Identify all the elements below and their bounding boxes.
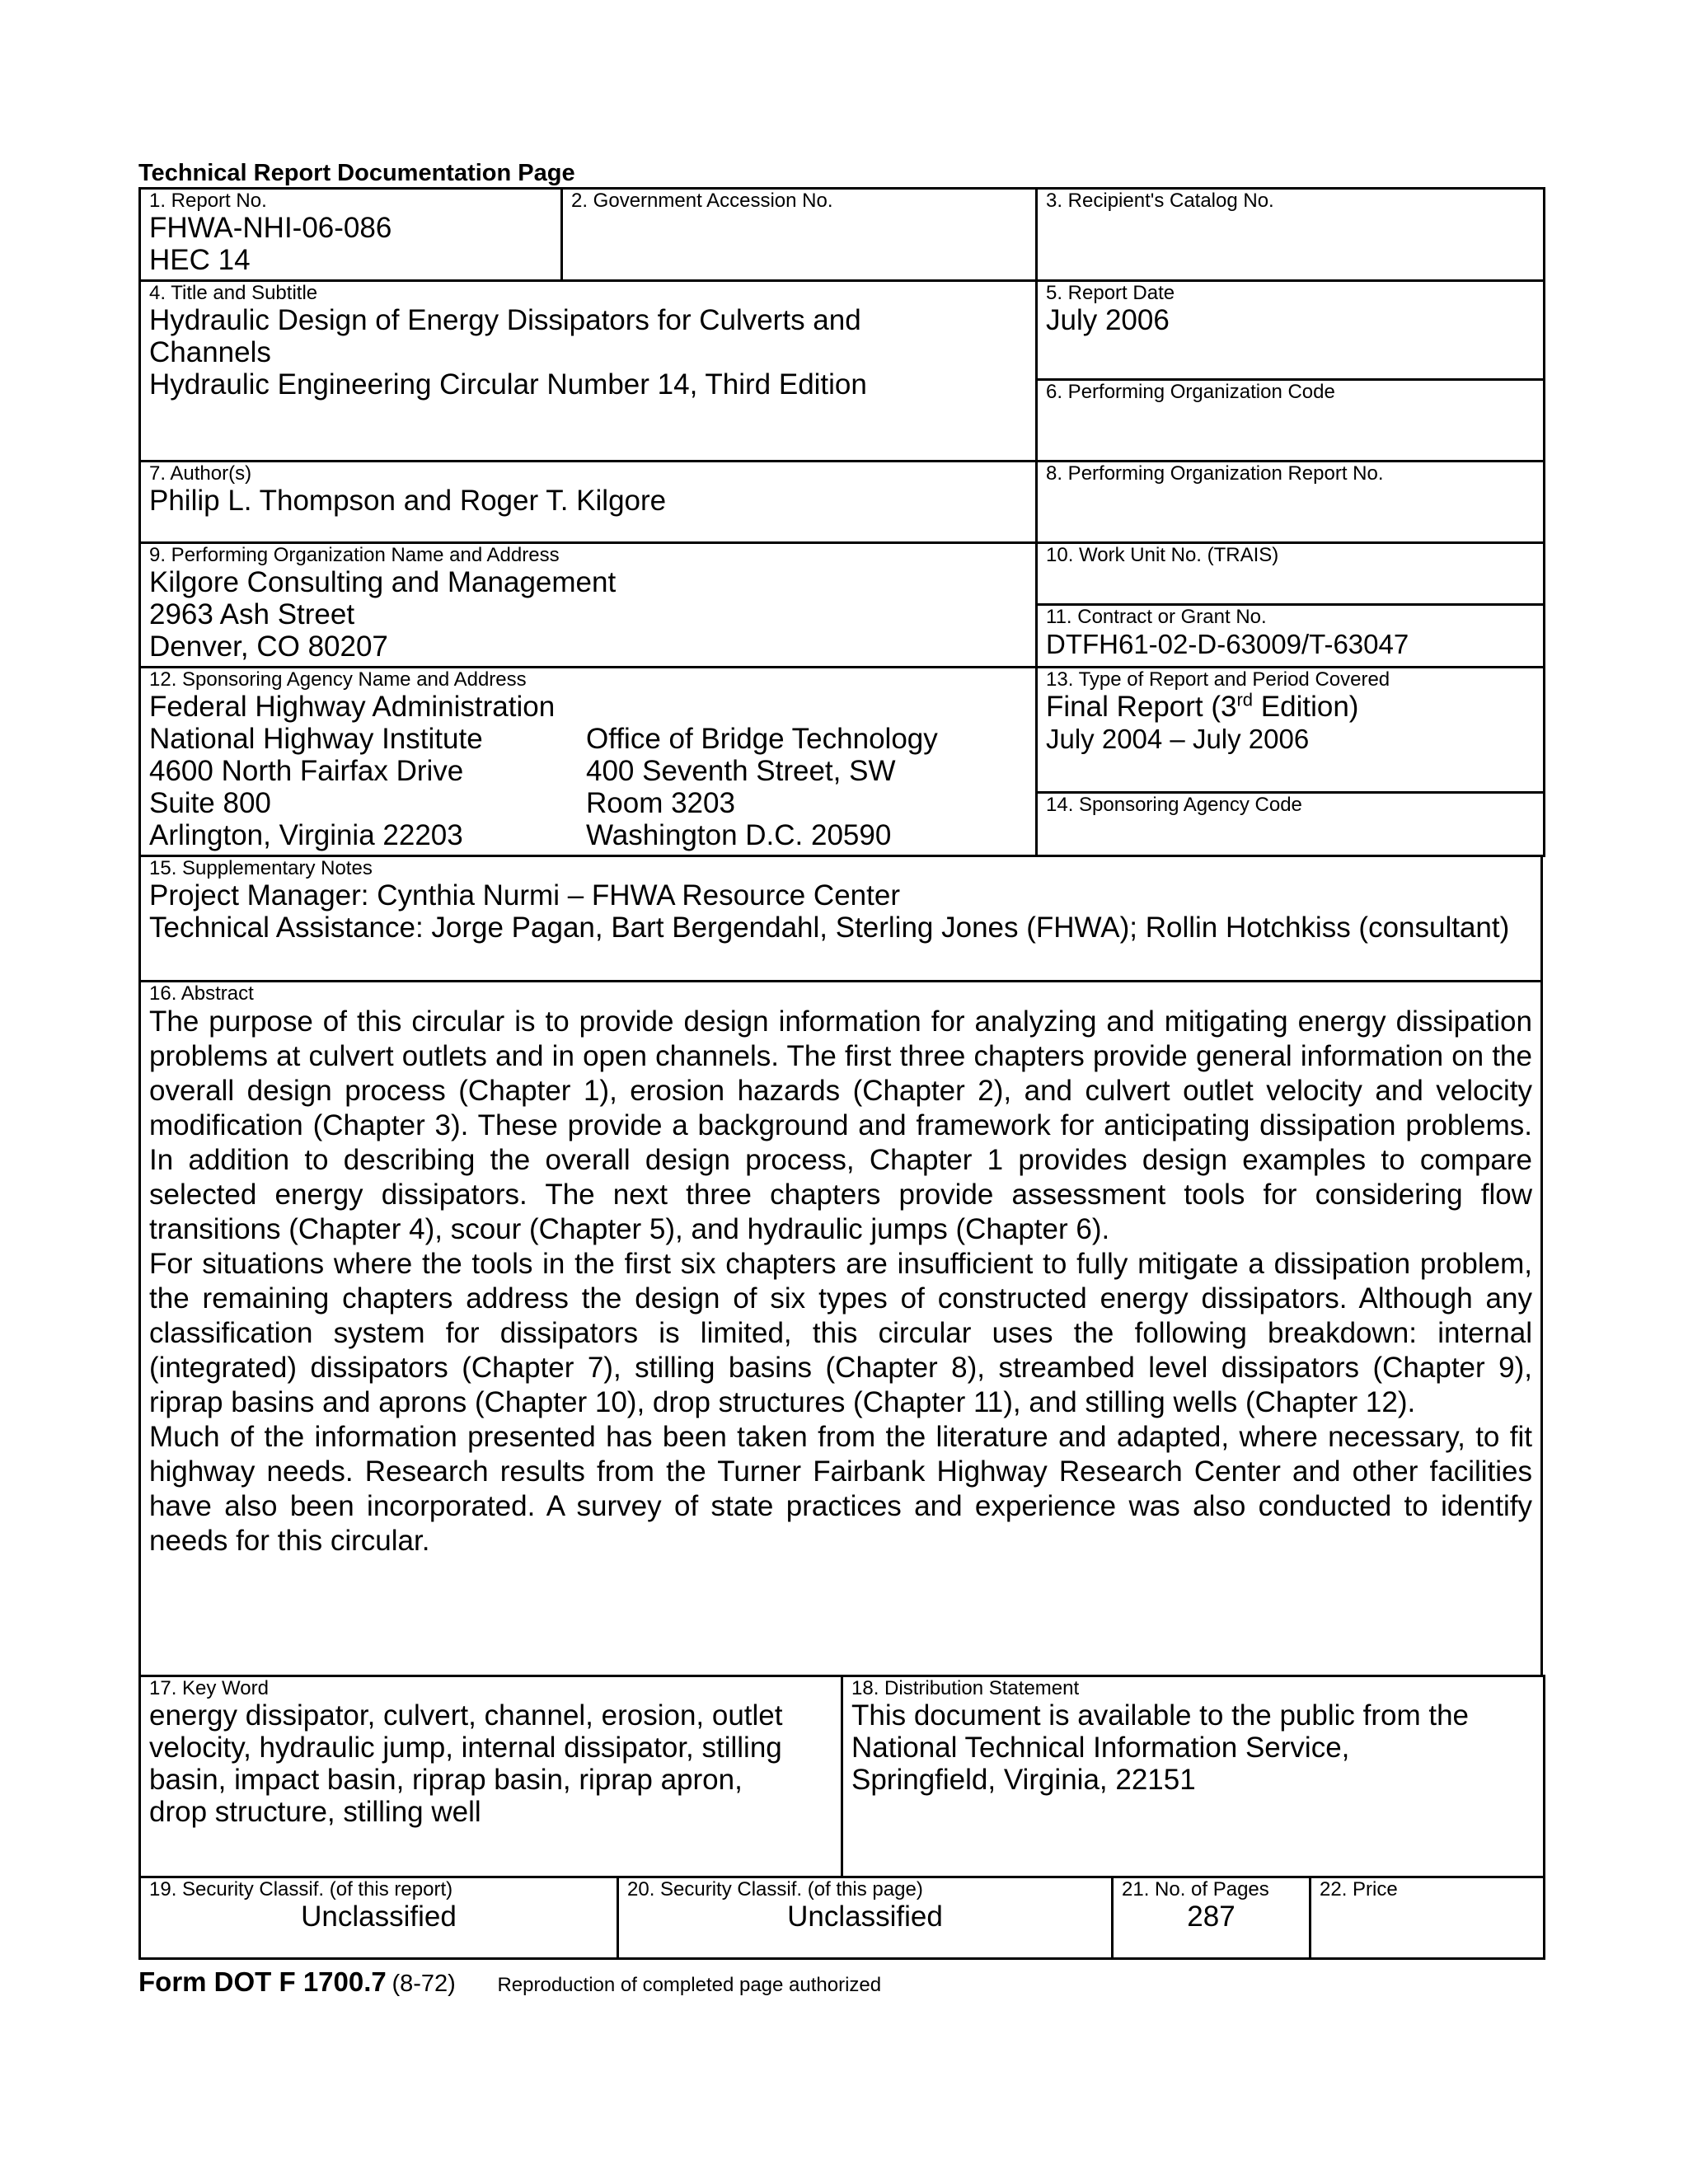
title-line: Hydraulic Design of Energy Dissipators for Culverts and [149, 304, 861, 336]
field-label: 12. Sponsoring Agency Name and Address [149, 668, 527, 691]
field-report-type [1037, 668, 1545, 793]
field-label: 15. Supplementary Notes [149, 857, 373, 879]
form-footer [138, 1966, 1540, 1998]
title-line: Hydraulic Engineering Circular Number 14, Third Edition [149, 368, 867, 401]
keyword-line: drop structure, stilling well [149, 1796, 481, 1828]
report-type-text: Final Report (3 [1046, 691, 1237, 723]
field-price [1311, 1877, 1545, 1959]
notes-line: Project Manager: Cynthia Nurmi – FHWA Resource Center [149, 879, 900, 912]
field-label: 19. Security Classif. (of this report) [149, 1878, 453, 1900]
report-no-line: FHWA-NHI-06-086 [149, 212, 392, 244]
address-line: Kilgore Consulting and Management [149, 566, 617, 598]
address-line: Suite 800 [149, 787, 271, 819]
field-label: 6. Performing Organization Code [1046, 381, 1335, 403]
form-revision: (8-72) [392, 1971, 456, 1997]
field-label: 7. Author(s) [149, 462, 252, 485]
field-label: 3. Recipient's Catalog No. [1046, 190, 1274, 212]
abstract-paragraph: The purpose of this circular is to provide design information for analyzing and mitigating energy dissipation problems at culvert outlets and in open channels. The first three chapters provide general information on the overall design process (Chapter 1), erosion hazards (Chapter 2), and culvert outlet velocity and velocity modification (Chapter 3). These provide a background and framework for anticipating dissipation problems. In addition to describing the overall design process, Chapter 1 provides design examples to compare selected energy dissipators. The next three chapters provide assessment tools for considering flow transitions (Chapter 4), scour (Chapter 5), and hydraulic jumps (Chapter 6). [149, 1005, 1532, 1245]
address-line: Arlington, Virginia 22203 [149, 819, 463, 851]
distribution-line: This document is available to the public from the [851, 1699, 1469, 1732]
field-government-accession [562, 189, 1037, 281]
report-period-value: July 2004 – July 2006 [1046, 724, 1310, 754]
field-report-no [140, 189, 562, 281]
field-label: 21. No. of Pages [1122, 1878, 1269, 1900]
field-label: 4. Title and Subtitle [149, 282, 318, 304]
abstract-paragraph: For situations where the tools in the first six chapters are insufficient to fully mitigate a dissipation problem, the remaining chapters address the design of six types of constructed energy dissipators. Although any classification system for dissipators is limited, this circular uses the following breakdown: internal (integrated) dissipators (Chapter 7), stilling basins (Chapter 8), streambed level dissipators (Chapter 9), riprap basins and aprons (Chapter 10), drop structures (Chapter 11), and stilling wells (Chapter 12). [149, 1248, 1532, 1418]
field-abstract [140, 982, 1542, 1676]
address-line: Denver, CO 80207 [149, 630, 388, 663]
report-type-text: Edition) [1253, 691, 1359, 723]
ordinal-suffix: rd [1236, 689, 1254, 710]
report-type-value [1046, 691, 1535, 723]
field-label: 20. Security Classif. (of this page) [627, 1878, 923, 1900]
agency-offices [149, 723, 1027, 851]
distribution-line: Springfield, Virginia, 22151 [851, 1764, 1196, 1796]
field-number-of-pages [1113, 1877, 1311, 1959]
field-label: 2. Government Accession No. [571, 190, 833, 212]
keyword-line: velocity, hydraulic jump, internal dissipator, stilling [149, 1732, 782, 1764]
contract-no-value: DTFH61-02-D-63009/T-63047 [1046, 629, 1409, 659]
documentation-page [138, 159, 1540, 1998]
field-label: 5. Report Date [1046, 282, 1175, 304]
field-performing-org-report-no [1037, 462, 1545, 543]
field-label: 18. Distribution Statement [851, 1677, 1080, 1699]
field-security-page [618, 1877, 1113, 1959]
keyword-line: basin, impact basin, riprap basin, riprap apron, [149, 1764, 743, 1796]
field-authors [140, 462, 1037, 543]
field-sponsoring-agency-code [1037, 793, 1545, 856]
field-title-subtitle [140, 281, 1037, 462]
field-label: 16. Abstract [149, 982, 254, 1005]
security-report-value: Unclassified [301, 1900, 457, 1933]
security-page-value: Unclassified [787, 1900, 943, 1933]
keywords-distribution-table [138, 1675, 1545, 1878]
report-date-value: July 2006 [1046, 304, 1170, 336]
abstract-paragraph: Much of the information presented has been taken from the literature and adapted, where necessary, to fit highway needs. Research results from the Turner Fairbank Highway Research Center and other facilities have also been incorporated. A survey of state practices and experience was also conducted to identify needs for this circular. [149, 1421, 1532, 1557]
field-contract-no [1037, 605, 1545, 668]
address-line: 400 Seventh Street, SW [586, 755, 896, 787]
notes-abstract-table [138, 855, 1543, 1677]
classification-table [138, 1876, 1545, 1960]
address-line: Room 3203 [586, 787, 735, 819]
field-work-unit-no [1037, 543, 1545, 605]
notes-line: Technical Assistance: Jorge Pagan, Bart Bergendahl, Sterling Jones (FHWA); Rollin Hotchkiss (consultant) [149, 912, 1510, 944]
field-key-words [140, 1676, 842, 1877]
field-label: 9. Performing Organization Name and Address [149, 544, 560, 566]
address-line: Office of Bridge Technology [586, 723, 938, 755]
keyword-line: energy dissipator, culvert, channel, erosion, outlet [149, 1699, 783, 1732]
address-line: Washington D.C. 20590 [586, 819, 892, 851]
distribution-line: National Technical Information Service, [851, 1732, 1350, 1764]
field-supplementary-notes [140, 856, 1542, 982]
address-line: 2963 Ash Street [149, 598, 355, 630]
form-number: Form DOT F 1700.7 [138, 1966, 387, 1997]
reproduction-note: Reproduction of completed page authorized [497, 1974, 882, 1996]
field-report-date [1037, 281, 1545, 380]
agency-name: Federal Highway Administration [149, 691, 556, 723]
agency-office-left [149, 723, 586, 851]
field-label: 13. Type of Report and Period Covered [1046, 668, 1390, 691]
top-form-table [138, 187, 1545, 857]
authors-value: Philip L. Thompson and Roger T. Kilgore [149, 485, 667, 517]
field-recipient-catalog [1037, 189, 1545, 281]
field-label: 22. Price [1320, 1878, 1398, 1900]
agency-office-right [586, 723, 938, 851]
page-title: Technical Report Documentation Page [138, 160, 575, 186]
field-security-report [140, 1877, 618, 1959]
field-label: 17. Key Word [149, 1677, 269, 1699]
field-label: 10. Work Unit No. (TRAIS) [1046, 544, 1279, 566]
field-label: 11. Contract or Grant No. [1046, 606, 1267, 628]
field-distribution-statement [842, 1676, 1545, 1877]
number-of-pages-value: 287 [1187, 1900, 1236, 1933]
title-line: Channels [149, 336, 271, 368]
address-line: 4600 North Fairfax Drive [149, 755, 464, 787]
field-label: 14. Sponsoring Agency Code [1046, 794, 1302, 816]
field-performing-org-address [140, 543, 1037, 668]
field-label: 8. Performing Organization Report No. [1046, 462, 1384, 485]
address-line: National Highway Institute [149, 723, 483, 755]
field-label: 1. Report No. [149, 190, 267, 212]
report-no-line: HEC 14 [149, 244, 251, 276]
field-sponsoring-agency-address [140, 668, 1037, 856]
field-performing-org-code [1037, 380, 1545, 462]
